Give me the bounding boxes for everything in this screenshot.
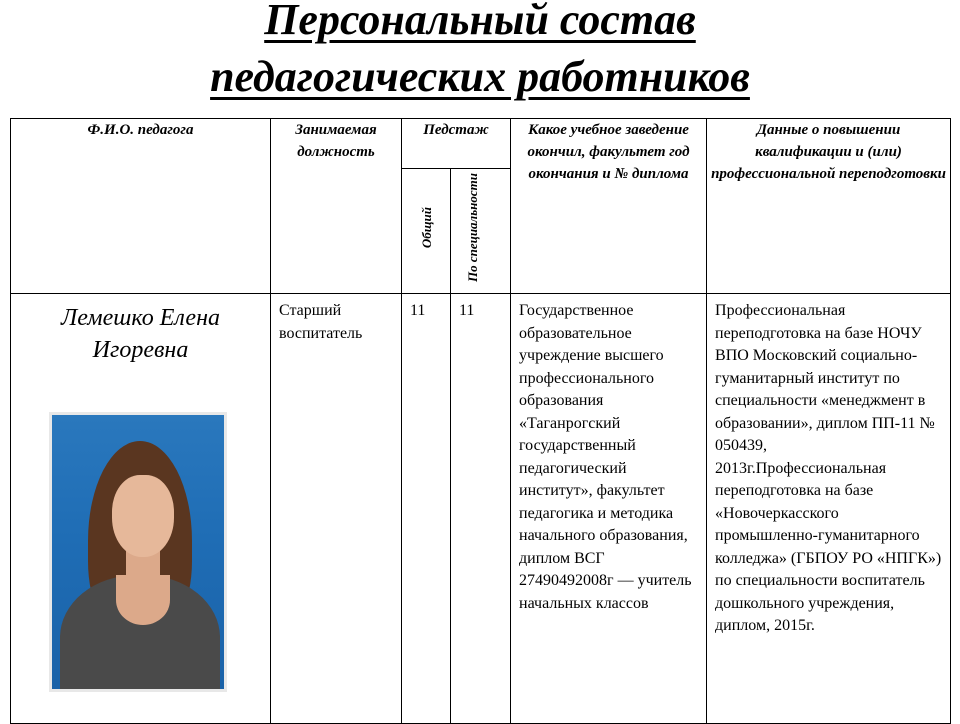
table-row — [11, 294, 951, 724]
header-experience-specialty-label: По специальности — [464, 172, 480, 283]
header-qualification: Данные о повышении квалификации и (или) профессиональной переподготовки — [707, 119, 951, 294]
header-experience-total — [402, 169, 451, 294]
cell-experience-specialty: 11 — [451, 294, 511, 724]
cell-qualification: Профессиональная переподготовка на базе НОЧУ ВПО Московский социально-гуманитарный институт по специальности «менеджмент в образовании», диплом ПП-11 № 050439, 2013г.Профессиональная переподготовка на базе «Новочеркасского промышленно-гуманитарного колледжа» (ГБПОУ РО «НПГК») по специальности воспитатель дошкольного учреждения, диплом, 2015г. — [707, 294, 951, 724]
header-position: Занимаемая должность — [271, 119, 402, 294]
cell-experience-total: 11 — [402, 294, 451, 724]
cell-education: Государственное образовательное учреждение высшего профессионального образования «Таганрогский государственный педагогический институт», факультет педагогика и методика начального образования, диплом ВСГ 27490492008г — учитель начальных классов — [511, 294, 707, 724]
staff-table — [10, 118, 951, 724]
teacher-name: Лемешко Елена Игоревна — [61, 305, 220, 363]
header-fio: Ф.И.О. педагога — [11, 119, 271, 294]
cell-fio — [11, 294, 271, 724]
teacher-photo — [49, 412, 227, 692]
header-education: Какое учебное заведение окончил, факультет год окончания и № диплома — [511, 119, 707, 294]
page-title-line-1: Персональный состав — [264, 0, 696, 44]
header-experience: Педстаж — [402, 119, 511, 169]
table-header-row — [11, 119, 951, 169]
header-experience-specialty — [451, 169, 511, 294]
header-experience-total-label: Общий — [418, 206, 434, 249]
page-title-line-2: педагогических работников — [210, 52, 750, 101]
cell-position: Старший воспитатель — [271, 294, 402, 724]
